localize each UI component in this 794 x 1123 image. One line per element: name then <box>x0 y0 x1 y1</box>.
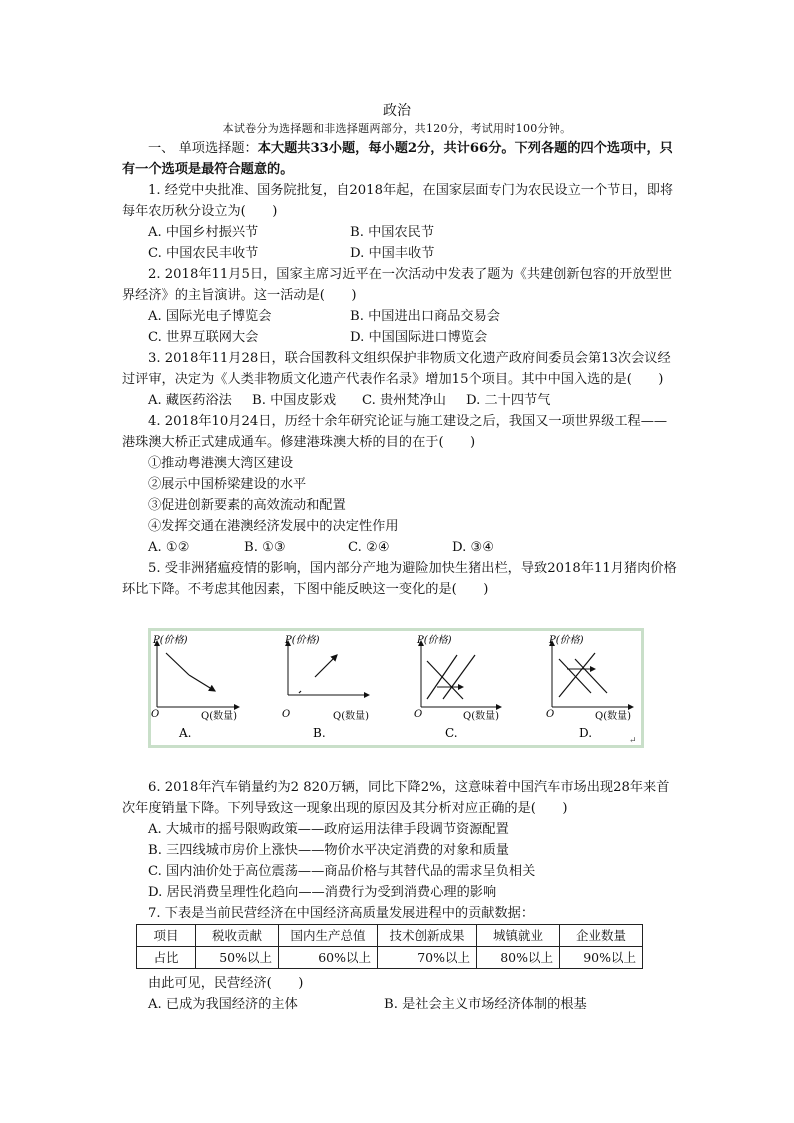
graph-d-label: D. <box>579 726 593 740</box>
q2-option-d: D. 中国国际进口博览会 <box>350 330 488 345</box>
q4-stem: 4. 2018年10月24日，历经十余年研究论证与施工建设之后，我国又一项世界级工程——港珠澳大桥正式建成通车。修建港珠澳大桥的目的在于( ) <box>122 414 668 450</box>
graph-a-y-label: P(价格) <box>153 635 188 646</box>
graph-c <box>414 634 501 740</box>
q7-table <box>136 924 643 969</box>
graph-b-x-label: Q(数量) <box>333 711 370 722</box>
q4-options <box>122 537 678 558</box>
table-cell: 80%以上 <box>477 947 560 969</box>
graph-c-origin: O <box>414 709 423 720</box>
q4-item-2: ②展示中国桥梁建设的水平 <box>148 477 307 492</box>
q7-option-b: B. 是社会主义市场经济体制的根基 <box>384 997 587 1012</box>
q7-options-row-1 <box>122 994 678 1015</box>
graph-b <box>282 634 369 740</box>
q3-option-b: B. 中国皮影戏 <box>252 393 337 408</box>
q3-stem: 3. 2018年11月28日，联合国教科文组织保护非物质文化遗产政府间委员会第13次会议经过评审，决定为《人类非物质文化遗产代表作名录》增加15个项目。其中中国入选的是( ) <box>122 351 671 387</box>
table-cell: 70%以上 <box>378 947 477 969</box>
supply-demand-graphs <box>151 631 641 745</box>
q2-options-row-2 <box>122 327 678 348</box>
q2-option-b: B. 中国进出口商品交易会 <box>350 309 500 324</box>
graph-a-x-label: Q(数量) <box>201 711 238 722</box>
q6-option-c: C. 国内油价处于高位震荡——商品价格与其替代品的需求呈负相关 <box>148 864 536 879</box>
q4-option-a: A. ①② <box>148 540 190 555</box>
table-cell: 60%以上 <box>279 947 378 969</box>
page-title: 政治 <box>383 103 411 119</box>
return-mark: ↵ <box>629 736 637 745</box>
table-header-cell: 企业数量 <box>560 925 643 947</box>
q6-option-d: D. 居民消费呈理性化趋向——消费行为受到消费心理的影响 <box>148 885 497 900</box>
q1-options-row-1 <box>122 222 678 243</box>
q4-item-1: ①推动粤港澳大湾区建设 <box>148 456 294 471</box>
q4-item-4: ④发挥交通在港澳经济发展中的决定性作用 <box>148 519 399 534</box>
graph-c-x-label: Q(数量) <box>463 711 500 722</box>
table-header-cell: 国内生产总值 <box>279 925 378 947</box>
questions-part-3 <box>122 973 678 1015</box>
table-row <box>137 925 643 947</box>
q5-figure <box>148 628 644 748</box>
q6-option-a: A. 大城市的摇号限购政策——政府运用法律手段调节资源配置 <box>148 822 509 837</box>
graph-d-origin: O <box>546 709 555 720</box>
exam-note: 本试卷分为选择题和非选择题两部分，共120分，考试用时100分钟。 <box>222 122 572 135</box>
table-cell: 50%以上 <box>196 947 279 969</box>
q1-stem: 1. 经党中央批准、国务院批复，自2018年起，在国家层面专门为农民设立一个节日，即将每年农历秋分设立为( ) <box>122 183 674 219</box>
graph-d <box>546 634 633 740</box>
table-header-cell: 项目 <box>137 925 196 947</box>
q1-option-d: D. 中国丰收节 <box>350 246 435 261</box>
q4-option-c: C. ②④ <box>348 540 390 555</box>
q4-option-b: B. ①③ <box>244 540 286 555</box>
q6-stem: 6. 2018年汽车销量约为2 820万辆，同比下降2%，这意味着中国汽车市场出现28年来首次年度销量下降。下列导致这一现象出现的原因及其分析对应正确的是( ) <box>122 780 670 816</box>
questions-part-1 <box>122 138 678 600</box>
graph-a <box>151 634 239 740</box>
q1-option-c: C. 中国农民丰收节 <box>148 246 259 261</box>
graph-d-x-label: Q(数量) <box>595 711 632 722</box>
q6-option-b: B. 三四线城市房价上涨快——物价水平决定消费的对象和质量 <box>148 843 509 858</box>
q2-option-a: A. 国际光电子博览会 <box>148 309 272 324</box>
graph-c-y-label: P(价格) <box>417 635 452 646</box>
q3-option-a: A. 藏医药浴法 <box>148 393 232 408</box>
table-header-cell: 技术创新成果 <box>378 925 477 947</box>
table-cell: 占比 <box>137 947 196 969</box>
graph-a-label: A. <box>179 726 192 740</box>
q7-follow: 由此可见，民营经济( ) <box>148 976 304 991</box>
graph-b-origin: O <box>282 709 291 720</box>
graph-a-origin: O <box>151 709 160 720</box>
q3-option-d: D. 二十四节气 <box>466 393 551 408</box>
q4-option-d: D. ③④ <box>452 540 495 555</box>
q7-stem: 7. 下表是当前民营经济在中国经济高质量发展进程中的贡献数据： <box>148 906 535 921</box>
q7-option-a: A. 已成为我国经济的主体 <box>148 997 298 1012</box>
q1-option-b: B. 中国农民节 <box>350 225 435 240</box>
q3-options <box>122 390 678 411</box>
q3-option-c: C. 贵州梵净山 <box>362 393 446 408</box>
q2-stem: 2. 2018年11月5日，国家主席习近平在一次活动中发表了题为《共建创新包容的开放型世界经济》的主旨演讲。这一活动是( ) <box>122 267 672 303</box>
q5-stem: 5. 受非洲猪瘟疫情的影响，国内部分产地为避险加快生猪出栏，导致2018年11月猪肉价格环比下降。不考虑其他因素，下图中能反映这一变化的是( ) <box>122 561 677 597</box>
graph-b-y-label: P(价格) <box>285 635 320 646</box>
table-header-cell: 城镇就业 <box>477 925 560 947</box>
section-intro: 一、 单项选择题：本大题共33小题，每小题2分，共计66分。下列各题的四个选项中，只有一个选项是最符合题意的。 <box>122 141 673 177</box>
q4-item-3: ③促进创新要素的高效流动和配置 <box>148 498 346 513</box>
table-cell: 90%以上 <box>560 947 643 969</box>
q2-options-row-1 <box>122 306 678 327</box>
questions-part-2 <box>122 777 678 969</box>
graph-b-label: B. <box>313 726 326 740</box>
q1-option-a: A. 中国乡村振兴节 <box>148 225 259 240</box>
graph-d-y-label: P(价格) <box>549 635 584 646</box>
table-row <box>137 947 643 969</box>
table-header-cell: 税收贡献 <box>196 925 279 947</box>
q1-options-row-2 <box>122 243 678 264</box>
q2-option-c: C. 世界互联网大会 <box>148 330 259 345</box>
graph-c-label: C. <box>445 726 458 740</box>
